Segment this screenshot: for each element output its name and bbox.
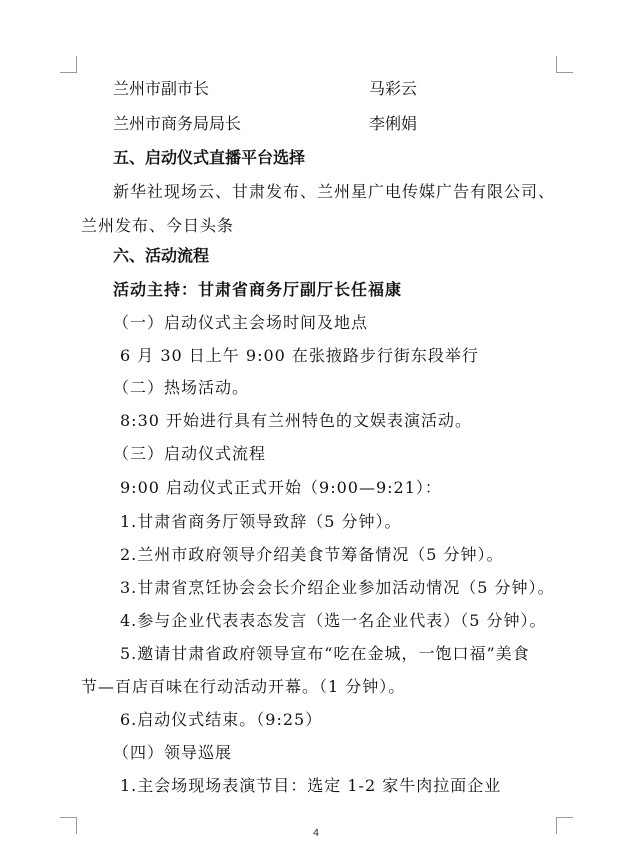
roster-name-1: 马彩云 [369, 79, 418, 98]
sub4-title: （四）领导巡展 [113, 743, 233, 762]
roster-title-2: 兰州市商务局局长 [113, 114, 242, 133]
crop-mark-top-left [60, 56, 77, 73]
step-item: 5.邀请甘肃省政府领导宣布“吃在金城，一饱口福”美食 [120, 644, 530, 663]
step-item: 4.参与企业代表表态发言（选一名企业代表）（5 分钟）。 [120, 611, 547, 630]
step-item: 1.甘肃省商务厅领导致辞（5 分钟）。 [120, 512, 402, 531]
sub2-body: 8:30 开始进行具有兰州特色的文娱表演活动。 [120, 411, 473, 430]
sub4-item: 1.主会场现场表演节目：选定 1-2 家牛肉拉面企业 [120, 776, 502, 795]
host-text: 活动主持：甘肃省商务厅副厅长任福康 [113, 280, 403, 299]
host-line [113, 280, 402, 300]
sub2-title: （二）热场活动。 [113, 378, 250, 397]
step-item: 3.甘肃省烹饪协会会长介绍企业参加活动情况（5 分钟）。 [120, 578, 555, 597]
page-number: 4 [312, 828, 320, 839]
sub1-title: （一）启动仪式主会场时间及地点 [113, 313, 369, 332]
roster-name-2: 李俐娟 [369, 114, 418, 133]
section5-heading: 五、启动仪式直播平台选择 [113, 148, 306, 167]
roster-title-1: 兰州市副市长 [113, 79, 210, 98]
crop-mark-top-right [556, 56, 573, 73]
section5-body-line2: 兰州发布、今日头条 [81, 216, 235, 235]
section5-body-line1: 新华社现场云、甘肃发布、兰州星广电传媒广告有限公司、 [113, 182, 556, 201]
step-item-continuation: 节—百店百味在行动活动开幕。（1 分钟）。 [81, 677, 406, 696]
section6-heading: 六、活动流程 [113, 246, 210, 265]
sub1-body: 6 月 30 日上午 9:00 在张掖路步行街东段举行 [120, 346, 479, 365]
sub3-title: （三）启动仪式流程 [113, 444, 267, 463]
sub3-intro: 9:00 启动仪式正式开始（9:00—9:21）： [120, 478, 442, 497]
step-item: 6.启动仪式结束。（9:25） [120, 710, 323, 729]
step-item: 2.兰州市政府领导介绍美食节筹备情况（5 分钟）。 [120, 545, 504, 564]
